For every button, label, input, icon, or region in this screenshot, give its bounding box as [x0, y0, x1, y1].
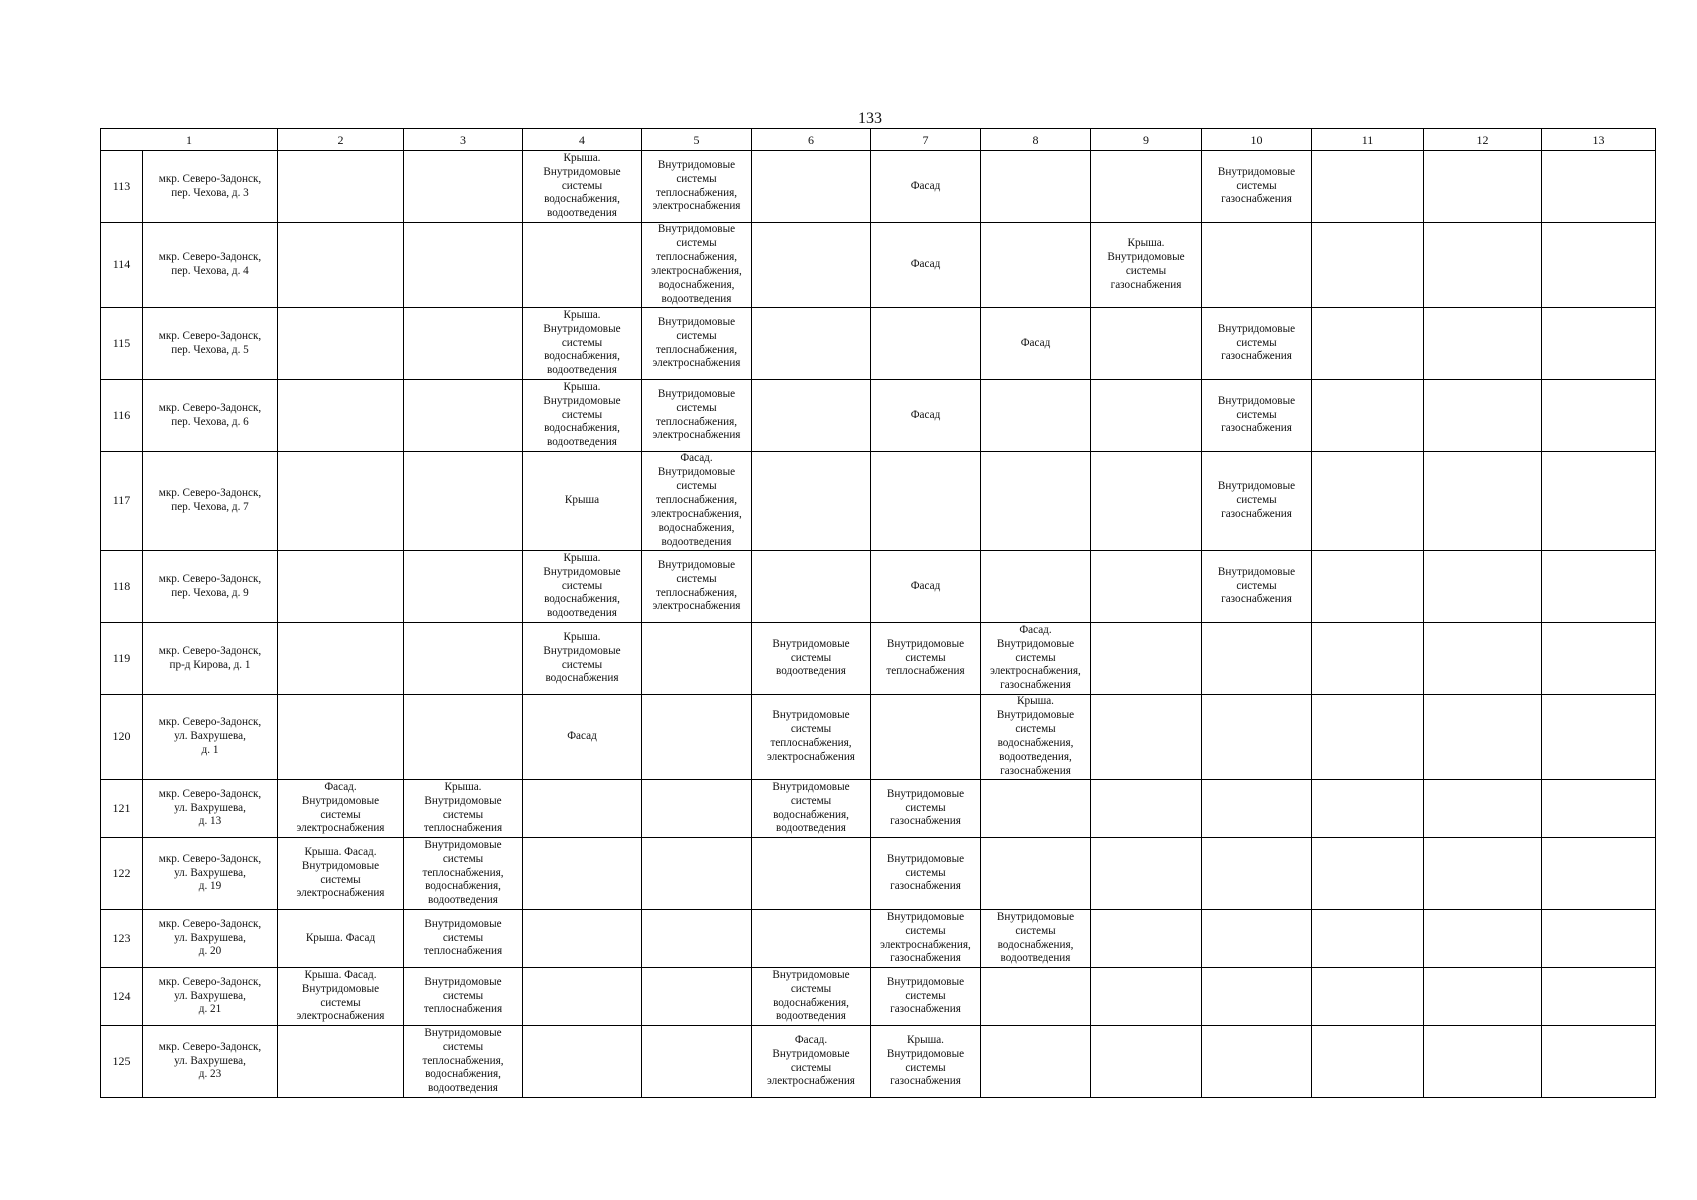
work-cell: [1424, 551, 1542, 623]
work-cell: [278, 151, 404, 223]
work-cell: [642, 780, 752, 838]
column-header: 7: [871, 129, 981, 151]
address-cell: мкр. Северо-Задонск, ул. Вахрушева, д. 19: [143, 838, 278, 910]
work-cell: [981, 968, 1091, 1026]
work-cell: [1312, 223, 1424, 308]
work-cell: [981, 452, 1091, 551]
address-cell: мкр. Северо-Задонск, пер. Чехова, д. 7: [143, 452, 278, 551]
address-cell: мкр. Северо-Задонск, ул. Вахрушева, д. 20: [143, 910, 278, 968]
work-cell: [1424, 380, 1542, 452]
work-cell: [1312, 380, 1424, 452]
work-cell: Внутридомовые системы водоотведения: [752, 623, 871, 695]
table-row: [101, 308, 1656, 380]
row-number-cell: 121: [101, 780, 143, 838]
address-cell: мкр. Северо-Задонск, ул. Вахрушева, д. 1: [143, 695, 278, 780]
row-number-cell: 113: [101, 151, 143, 223]
table-row: [101, 623, 1656, 695]
work-cell: [1091, 910, 1202, 968]
work-cell: Внутридомовые системы газоснабжения: [1202, 551, 1312, 623]
work-cell: [981, 151, 1091, 223]
table-row: [101, 910, 1656, 968]
work-cell: [752, 452, 871, 551]
work-cell: [981, 1026, 1091, 1098]
work-cell: Фасад: [871, 151, 981, 223]
row-number-cell: 123: [101, 910, 143, 968]
work-cell: [1312, 838, 1424, 910]
work-cell: [404, 223, 523, 308]
work-cell: [1424, 308, 1542, 380]
work-cell: [404, 452, 523, 551]
work-cell: [1424, 151, 1542, 223]
work-cell: [523, 223, 642, 308]
work-cell: Крыша. Внутридомовые системы водоснабжения, водоотведения: [523, 151, 642, 223]
work-cell: [1312, 551, 1424, 623]
row-number-cell: 119: [101, 623, 143, 695]
work-cell: Фасад. Внутридомовые системы электроснабжения: [752, 1026, 871, 1098]
column-header: 9: [1091, 129, 1202, 151]
work-cell: [1542, 623, 1656, 695]
work-cell: [1312, 308, 1424, 380]
work-cell: Крыша. Внутридомовые системы водоснабжения, водоотведения: [523, 551, 642, 623]
row-number-cell: 120: [101, 695, 143, 780]
work-cell: [752, 551, 871, 623]
work-cell: [1542, 780, 1656, 838]
work-cell: Крыша. Фасад. Внутридомовые системы электроснабжения: [278, 838, 404, 910]
work-cell: [1091, 308, 1202, 380]
work-cell: [752, 838, 871, 910]
work-cell: Внутридомовые системы водоснабжения, водоотведения: [752, 968, 871, 1026]
work-cell: [1424, 1026, 1542, 1098]
work-cell: [404, 623, 523, 695]
work-cell: [1312, 1026, 1424, 1098]
row-number-cell: 118: [101, 551, 143, 623]
work-cell: Внутридомовые системы теплоснабжения, электроснабжения: [642, 151, 752, 223]
work-cell: Фасад. Внутридомовые системы теплоснабжения, электроснабжения, водоснабжения, водоотведения: [642, 452, 752, 551]
row-number-cell: 114: [101, 223, 143, 308]
column-header: 3: [404, 129, 523, 151]
row-number-cell: 125: [101, 1026, 143, 1098]
work-cell: Внутридомовые системы электроснабжения, газоснабжения: [871, 910, 981, 968]
column-header: 10: [1202, 129, 1312, 151]
table-row: [101, 1026, 1656, 1098]
work-cell: [981, 838, 1091, 910]
work-cell: [981, 223, 1091, 308]
work-cell: [278, 452, 404, 551]
table-row: [101, 780, 1656, 838]
work-cell: Фасад: [871, 551, 981, 623]
row-number-cell: 115: [101, 308, 143, 380]
work-cell: Внутридомовые системы водоснабжения, водоотведения: [752, 780, 871, 838]
work-cell: Внутридомовые системы теплоснабжения, электроснабжения: [642, 551, 752, 623]
table-row: [101, 968, 1656, 1026]
work-cell: Внутридомовые системы теплоснабжения, водоснабжения, водоотведения: [404, 838, 523, 910]
work-cell: [278, 380, 404, 452]
work-cell: [642, 695, 752, 780]
work-cell: Внутридомовые системы газоснабжения: [1202, 151, 1312, 223]
work-cell: [981, 551, 1091, 623]
work-cell: [871, 695, 981, 780]
work-cell: [1312, 910, 1424, 968]
work-cell: [278, 551, 404, 623]
work-cell: [1202, 780, 1312, 838]
page-number: 133: [858, 110, 882, 127]
work-cell: [1202, 695, 1312, 780]
work-cell: [1202, 623, 1312, 695]
work-cell: Внутридомовые системы теплоснабжения, электроснабжения: [642, 308, 752, 380]
work-cell: [523, 780, 642, 838]
work-cell: Фасад. Внутридомовые системы электроснабжения, газоснабжения: [981, 623, 1091, 695]
table-row: [101, 151, 1656, 223]
work-cell: Внутридомовые системы газоснабжения: [1202, 308, 1312, 380]
work-cell: [1542, 838, 1656, 910]
work-cell: [871, 452, 981, 551]
work-cell: [642, 838, 752, 910]
work-cell: [1312, 695, 1424, 780]
work-cell: [1312, 780, 1424, 838]
work-cell: [642, 968, 752, 1026]
table-row: [101, 551, 1656, 623]
address-cell: мкр. Северо-Задонск, ул. Вахрушева, д. 21: [143, 968, 278, 1026]
work-cell: [752, 910, 871, 968]
work-cell: [404, 308, 523, 380]
work-cell: [1542, 695, 1656, 780]
work-cell: [1542, 551, 1656, 623]
work-cell: Внутридомовые системы теплоснабжения, электроснабжения: [642, 380, 752, 452]
work-cell: Фасад. Внутридомовые системы электроснабжения: [278, 780, 404, 838]
work-cell: [1202, 910, 1312, 968]
work-cell: Фасад: [871, 380, 981, 452]
work-cell: [1542, 968, 1656, 1026]
work-cell: [1312, 452, 1424, 551]
work-cell: Внутридомовые системы газоснабжения: [871, 838, 981, 910]
work-cell: [752, 151, 871, 223]
work-cell: [1091, 452, 1202, 551]
address-cell: мкр. Северо-Задонск, пер. Чехова, д. 9: [143, 551, 278, 623]
work-cell: [752, 308, 871, 380]
column-header: 4: [523, 129, 642, 151]
address-cell: мкр. Северо-Задонск, пер. Чехова, д. 3: [143, 151, 278, 223]
table-row: [101, 838, 1656, 910]
work-cell: [278, 223, 404, 308]
work-cell: [404, 695, 523, 780]
work-cell: Крыша. Внутридомовые системы водоснабжения: [523, 623, 642, 695]
work-cell: Внутридомовые системы газоснабжения: [1202, 380, 1312, 452]
work-cell: [404, 551, 523, 623]
work-cell: Внутридомовые системы газоснабжения: [1202, 452, 1312, 551]
address-cell: мкр. Северо-Задонск, пер. Чехова, д. 5: [143, 308, 278, 380]
row-number-cell: 117: [101, 452, 143, 551]
work-cell: [1424, 780, 1542, 838]
work-cell: Внутридомовые системы теплоснабжения, водоснабжения, водоотведения: [404, 1026, 523, 1098]
work-cell: Внутридомовые системы водоснабжения, водоотведения: [981, 910, 1091, 968]
work-cell: Фасад: [981, 308, 1091, 380]
work-cell: [278, 695, 404, 780]
work-cell: Внутридомовые системы теплоснабжения, электроснабжения, водоснабжения, водоотведения: [642, 223, 752, 308]
work-cell: [1542, 380, 1656, 452]
address-cell: мкр. Северо-Задонск, ул. Вахрушева, д. 13: [143, 780, 278, 838]
work-cell: Внутридомовые системы теплоснабжения, электроснабжения: [752, 695, 871, 780]
work-cell: [981, 380, 1091, 452]
repair-schedule-table: [100, 128, 1656, 1098]
work-cell: Крыша. Фасад. Внутридомовые системы электроснабжения: [278, 968, 404, 1026]
work-cell: [1091, 780, 1202, 838]
work-cell: [1542, 1026, 1656, 1098]
table-row: [101, 380, 1656, 452]
work-cell: [1091, 1026, 1202, 1098]
column-header: 5: [642, 129, 752, 151]
work-cell: [1202, 1026, 1312, 1098]
work-cell: [1424, 223, 1542, 308]
work-cell: [278, 623, 404, 695]
work-cell: [1424, 838, 1542, 910]
work-cell: [1542, 452, 1656, 551]
work-cell: Крыша. Внутридомовые системы газоснабжения: [871, 1026, 981, 1098]
work-cell: [1424, 968, 1542, 1026]
work-cell: [1091, 623, 1202, 695]
work-cell: [752, 380, 871, 452]
address-cell: мкр. Северо-Задонск, пер. Чехова, д. 4: [143, 223, 278, 308]
work-cell: [1091, 551, 1202, 623]
work-cell: [404, 151, 523, 223]
row-number-cell: 122: [101, 838, 143, 910]
address-cell: мкр. Северо-Задонск, пр-д Кирова, д. 1: [143, 623, 278, 695]
work-cell: [871, 308, 981, 380]
work-cell: [1424, 695, 1542, 780]
work-cell: Фасад: [871, 223, 981, 308]
work-cell: Фасад: [523, 695, 642, 780]
work-cell: [523, 838, 642, 910]
work-cell: [1424, 623, 1542, 695]
work-cell: [1091, 380, 1202, 452]
table-body: [101, 151, 1656, 1098]
work-cell: [1091, 968, 1202, 1026]
work-cell: [1091, 695, 1202, 780]
row-number-cell: 124: [101, 968, 143, 1026]
work-cell: [1424, 452, 1542, 551]
work-cell: [642, 623, 752, 695]
column-header: 1: [101, 129, 278, 151]
work-cell: [278, 1026, 404, 1098]
work-cell: [1424, 910, 1542, 968]
work-cell: [1202, 838, 1312, 910]
work-cell: [1202, 968, 1312, 1026]
work-cell: [1542, 151, 1656, 223]
work-cell: [523, 910, 642, 968]
work-cell: Внутридомовые системы теплоснабжения: [404, 968, 523, 1026]
work-cell: [642, 910, 752, 968]
work-cell: [1091, 151, 1202, 223]
work-cell: [1091, 838, 1202, 910]
work-cell: Внутридомовые системы газоснабжения: [871, 780, 981, 838]
table-row: [101, 223, 1656, 308]
work-cell: Крыша. Внутридомовые системы водоснабжения, водоотведения: [523, 308, 642, 380]
work-cell: Крыша. Внутридомовые системы газоснабжения: [1091, 223, 1202, 308]
work-cell: [1312, 151, 1424, 223]
column-header: 11: [1312, 129, 1424, 151]
work-cell: Внутридомовые системы теплоснабжения: [871, 623, 981, 695]
work-cell: Внутридомовые системы теплоснабжения: [404, 910, 523, 968]
work-cell: [278, 308, 404, 380]
work-cell: [1312, 968, 1424, 1026]
work-cell: [404, 380, 523, 452]
work-cell: [642, 1026, 752, 1098]
column-header: 2: [278, 129, 404, 151]
column-header: 12: [1424, 129, 1542, 151]
column-header: 13: [1542, 129, 1656, 151]
work-cell: [981, 780, 1091, 838]
work-cell: Крыша: [523, 452, 642, 551]
row-number-cell: 116: [101, 380, 143, 452]
header-row: [101, 129, 1656, 151]
column-header: 6: [752, 129, 871, 151]
work-cell: [1312, 623, 1424, 695]
column-header: 8: [981, 129, 1091, 151]
work-cell: Крыша. Внутридомовые системы водоснабжения, водоотведения: [523, 380, 642, 452]
address-cell: мкр. Северо-Задонск, пер. Чехова, д. 6: [143, 380, 278, 452]
work-cell: Внутридомовые системы газоснабжения: [871, 968, 981, 1026]
work-cell: [1202, 223, 1312, 308]
work-cell: [1542, 223, 1656, 308]
work-cell: [752, 223, 871, 308]
work-cell: [523, 1026, 642, 1098]
table-row: [101, 695, 1656, 780]
work-cell: Крыша. Внутридомовые системы водоснабжения, водоотведения, газоснабжения: [981, 695, 1091, 780]
work-cell: Крыша. Фасад: [278, 910, 404, 968]
work-cell: [523, 968, 642, 1026]
table-row: [101, 452, 1656, 551]
work-cell: [1542, 308, 1656, 380]
work-cell: [1542, 910, 1656, 968]
address-cell: мкр. Северо-Задонск, ул. Вахрушева, д. 23: [143, 1026, 278, 1098]
work-cell: Крыша. Внутридомовые системы теплоснабжения: [404, 780, 523, 838]
